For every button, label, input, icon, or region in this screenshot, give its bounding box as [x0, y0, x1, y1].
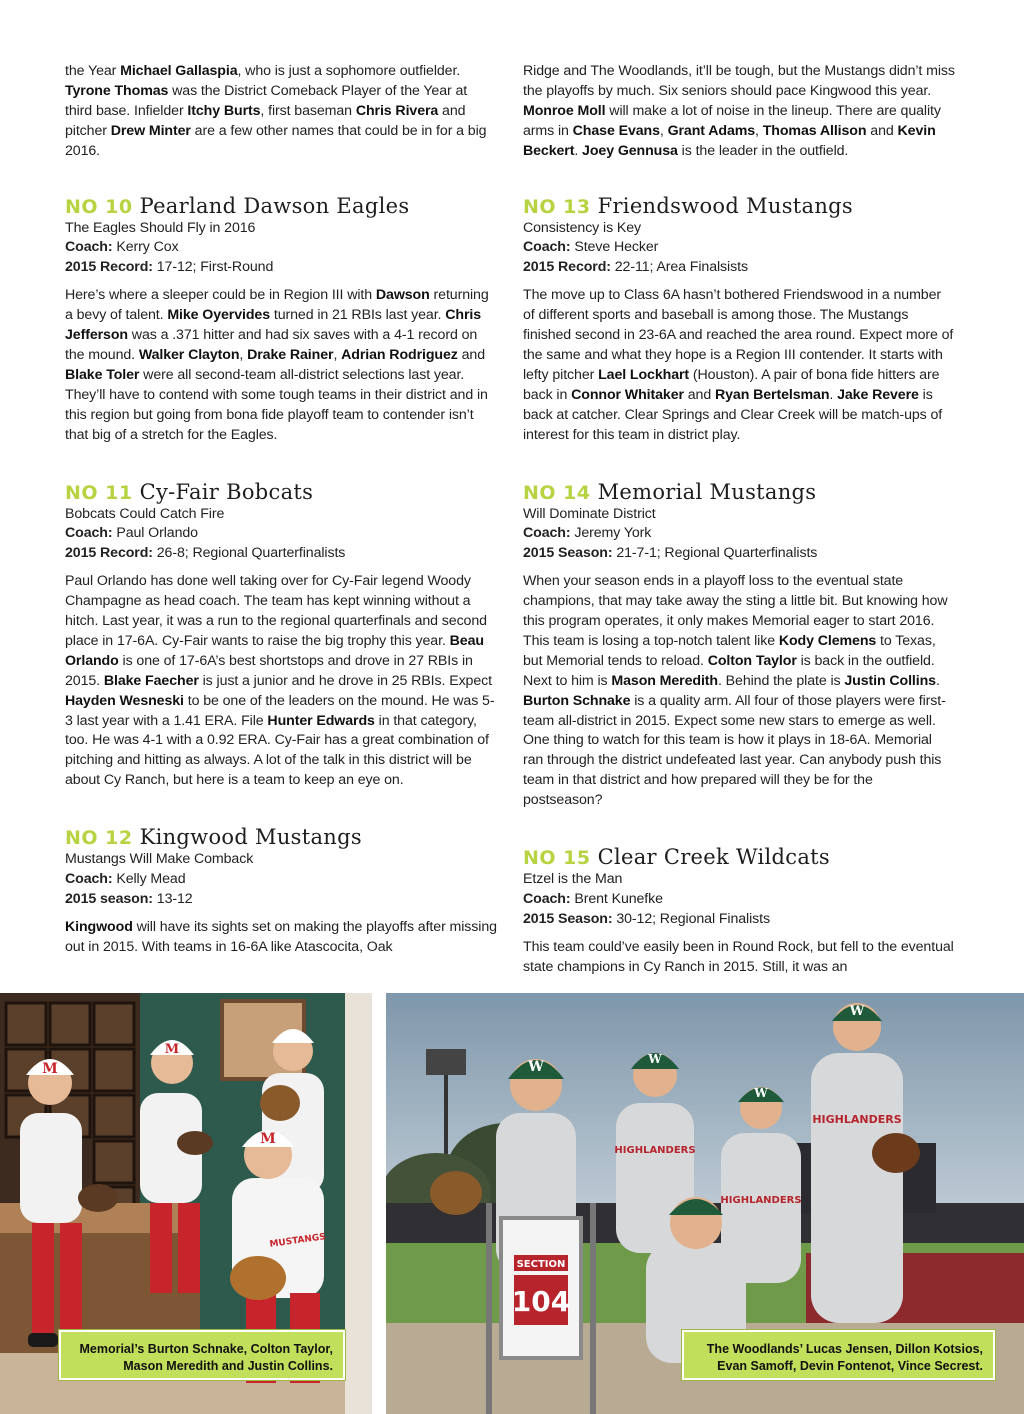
team-record: [523, 544, 955, 564]
cap-logo: W: [849, 1004, 865, 1019]
team-body: [65, 572, 497, 791]
text-run: .: [935, 672, 940, 689]
text-run: , who is just a sophomore outfielder.: [237, 63, 461, 79]
player-name: Grant Adams: [667, 122, 756, 139]
player-name: Chris Jefferson: [65, 307, 482, 344]
team-rank: NO 15: [523, 847, 591, 870]
record-label: 2015 season:: [65, 891, 153, 907]
team-coach: [65, 524, 497, 544]
record-label: 2015 Record:: [65, 545, 153, 562]
cap-logo: W: [648, 1052, 662, 1066]
text-run: is back in the outfield. Next to him is: [523, 652, 935, 689]
player-name: Kody Clemens: [778, 632, 877, 649]
team-section: [523, 480, 955, 812]
player-name: Thomas Allison: [762, 122, 867, 139]
team-coach: [65, 238, 497, 258]
text-run: will have its sights set on making the playoffs after missing out in 2015. With teams in 16-6A like Atascocita, Oak: [65, 918, 497, 955]
player-name: Connor Whitaker: [571, 386, 684, 403]
cap-logo: W: [754, 1086, 768, 1100]
section-sign-number: 104: [511, 1285, 571, 1318]
coach-label: Coach:: [523, 891, 571, 907]
team-heading: [65, 480, 497, 505]
text-run: is back at catcher. Clear Springs and Clear Creek will be match-ups of interest for this team in district play.: [523, 386, 943, 443]
team-section: [523, 845, 955, 978]
text-run: to be one of the leaders on the mound. He was 5-3 last year with a 1.41 ERA. File: [65, 692, 495, 729]
text-run: The move up to Class 6A hasn’t bothered Friendswood in a number of different sports and baseball is among those. The Mustangs finished second in 23-6A and reached the area round. Expect more of the same and what they hope is a Region III contender. It starts with lefty pitcher: [523, 287, 954, 383]
caption-line: Mason Meredith and Justin Collins.: [123, 1359, 333, 1373]
team-record: [65, 890, 497, 910]
team-rank: NO 12: [65, 827, 133, 850]
right-intro-paragraph: [523, 62, 955, 162]
jersey-lettering: HIGHLANDERS: [812, 1113, 902, 1126]
text-run: and: [457, 346, 485, 363]
text-run: will make a lot of noise in the lineup. There are quality arms in: [523, 102, 941, 139]
team-tagline: Bobcats Could Catch Fire: [65, 505, 225, 522]
player-name: Michael Gallaspia: [120, 63, 238, 79]
text-run: (Houston). A pair of bona fide hitters are back in: [523, 366, 940, 403]
player-name: Drake Rainer: [247, 346, 334, 363]
cap-logo: M: [42, 1061, 58, 1077]
text-run: are a few other names that could be in for a big 2016.: [65, 122, 487, 159]
record-label: 2015 Record:: [65, 259, 153, 276]
player-name: Beau Orlando: [65, 632, 484, 669]
team-rank: NO 10: [65, 195, 133, 218]
coach-label: Coach:: [523, 525, 571, 542]
player-name: Chris Rivera: [355, 102, 439, 119]
record-value: 21-7-1; Regional Quarterfinalists: [612, 545, 818, 562]
player-name: Adrian Rodriguez: [341, 346, 458, 363]
cap-logo: M: [260, 1131, 276, 1147]
team-rank: NO 13: [523, 195, 591, 218]
player-name: Mason Meredith: [611, 672, 718, 689]
team-body: [523, 286, 955, 445]
team-name: Pearland Dawson Eagles: [139, 193, 410, 218]
team-body: [523, 572, 955, 811]
text-run: turned in 21 RBIs last year.: [270, 307, 446, 324]
right-sections: [523, 194, 955, 978]
team-body: [65, 918, 497, 958]
team-coach: [523, 890, 955, 910]
coach-label: Coach:: [65, 239, 113, 256]
text-run: is just a junior and he drove in 25 RBIs. Expect: [198, 672, 492, 689]
text-run: ,: [239, 346, 248, 363]
team-body: [523, 938, 955, 978]
team-heading: [523, 194, 955, 219]
team-section: [65, 194, 497, 446]
text-run: returning a bevy of talent.: [65, 287, 489, 324]
player-name: Colton Taylor: [707, 652, 797, 669]
team-heading: [523, 480, 955, 505]
record-label: 2015 Season:: [523, 545, 613, 562]
text-run: Paul Orlando has done well taking over for Cy-Fair legend Woody Champagne as head coach. The team has kept winning without a hitch. Last year, it was a run to the regional quarterfinals and second place in 17-6A. Cy-Fair wants to raise the big trophy this year.: [65, 573, 487, 649]
team-coach: [523, 524, 955, 544]
player-name: Kevin Beckert: [523, 122, 936, 159]
player-name: Walker Clayton: [138, 346, 240, 363]
team-rank: NO 11: [65, 481, 133, 504]
team-tagline: The Eagles Should Fly in 2016: [65, 219, 256, 236]
woodlands-photo-caption: [682, 1330, 995, 1380]
team-section: [523, 194, 955, 446]
team-record: [523, 258, 955, 278]
text-run: is one of 17-6A’s best shortstops and drove in 27 RBIs in 2015.: [65, 652, 473, 689]
text-run: were all second-team all-district selections last year. They’ll have to contend with some tough teams in their district and in this region but going from bona fide playoff team to contender isn’t that big of a stretch for the Eagles.: [65, 366, 488, 443]
text-run: .: [829, 386, 838, 403]
jersey-lettering: MUSTANGS: [269, 1232, 327, 1250]
coach-name: Steve Hecker: [570, 239, 659, 256]
coach-label: Coach:: [523, 239, 571, 256]
cap-logo: M: [164, 1042, 180, 1057]
player-name: Jake Revere: [837, 386, 919, 403]
record-label: 2015 Season:: [523, 910, 613, 927]
text-run: , first baseman: [260, 102, 356, 119]
caption-line: The Woodlands’ Lucas Jensen, Dillon Kotsios,: [706, 1342, 983, 1356]
team-heading: [65, 194, 497, 219]
player-name: Drew Minter: [110, 122, 191, 139]
text-run: . Behind the plate is: [717, 672, 845, 689]
text-run: was the District Comeback Player of the Year at third base. Infielder: [65, 82, 468, 119]
left-sections: [65, 194, 497, 958]
jersey-lettering: HIGHLANDERS: [720, 1195, 802, 1206]
player-name: Joey Gennusa: [582, 142, 678, 159]
record-value: 17-12; First-Round: [152, 259, 274, 276]
team-coach: [65, 870, 497, 890]
team-tagline: Mustangs Will Make Comback: [65, 851, 254, 868]
text-run: and pitcher: [65, 102, 466, 139]
record-value: 22-11; Area Finalsists: [610, 259, 748, 276]
team-name: Memorial Mustangs: [597, 479, 817, 504]
player-name: Tyrone Thomas: [65, 82, 169, 99]
coach-name: Jeremy York: [570, 525, 652, 542]
team-tagline: Etzel is the Man: [523, 871, 623, 888]
player-name: Chase Evans: [572, 122, 660, 139]
text-run: .: [574, 142, 583, 159]
text-run: ,: [755, 122, 763, 139]
text-run: ,: [659, 122, 668, 139]
team-section: [65, 825, 497, 958]
coach-label: Coach:: [65, 871, 113, 888]
right-column: [523, 62, 955, 1012]
team-record: [65, 544, 497, 564]
player-name: Dawson: [375, 287, 430, 304]
record-value: 26-8; Regional Quarterfinalists: [152, 545, 346, 562]
player-name: Kingwood: [65, 918, 133, 935]
team-record: [65, 258, 497, 278]
coach-label: Coach:: [65, 525, 113, 542]
team-tagline: Consistency is Key: [523, 219, 642, 236]
text-run: When your season ends in a playoff loss to the eventual state champions, that may take away the sting a little bit. But knowing how this program operates, it only makes Memorial eager to start 2016. This team is losing a top-notch talent like: [523, 573, 948, 649]
text-run: and: [866, 122, 898, 139]
player-name: Lael Lockhart: [598, 366, 690, 383]
text-run: in that category, too. He was 4-1 with a 0.92 ERA. Cy-Fair has a great combination of pitching and hitting as always. A lot of the talk in this district will be about Cy Ranch, but here is a team to keep an eye on.: [65, 712, 489, 789]
text-run: Ridge and The Woodlands, it’ll be tough, but the Mustangs didn’t miss the playoffs by much. Six seniors should pace Kingwood this year.: [523, 63, 955, 99]
team-name: Clear Creek Wildcats: [597, 845, 830, 870]
coach-name: Kerry Cox: [112, 239, 179, 256]
cap-logo: W: [528, 1059, 544, 1075]
team-name: Kingwood Mustangs: [139, 825, 362, 850]
text-run: the Year: [65, 63, 121, 79]
text-run: to Texas, but Memorial tends to reload.: [523, 632, 936, 669]
player-name: Blake Faecher: [103, 672, 199, 689]
caption-line: Evan Samoff, Devin Fontenot, Vince Secrest.: [717, 1359, 983, 1373]
player-name: Ryan Bertelsman: [714, 386, 830, 403]
player-name: Justin Collins: [844, 672, 936, 689]
player-name: Hayden Wesneski: [65, 692, 184, 709]
record-label: 2015 Record:: [523, 259, 611, 276]
team-name: Cy-Fair Bobcats: [139, 479, 314, 504]
coach-name: Paul Orlando: [112, 525, 198, 542]
memorial-photo-caption: [59, 1330, 345, 1380]
text-run: and: [683, 386, 715, 403]
record-value: 13-12: [152, 891, 193, 907]
section-sign-label: SECTION: [516, 1259, 566, 1270]
text-run: is the leader in the outfield.: [677, 142, 849, 159]
coach-name: Brent Kunefke: [570, 891, 663, 907]
left-intro-paragraph: [65, 62, 497, 162]
text-run: Here’s where a sleeper could be in Region III with: [65, 287, 376, 304]
team-tagline: Will Dominate District: [523, 505, 656, 522]
text-run: was a .371 hitter and had six saves with a 4-1 record on the mound.: [65, 327, 478, 363]
team-name: Friendswood Mustangs: [597, 193, 853, 218]
caption-line: Memorial’s Burton Schnake, Colton Taylor,: [79, 1342, 333, 1356]
player-name: Itchy Burts: [187, 102, 261, 119]
coach-name: Kelly Mead: [112, 871, 186, 888]
team-section: [65, 480, 497, 792]
team-record: [523, 910, 955, 930]
player-name: Mike Oyervides: [167, 307, 271, 324]
player-name: Monroe Moll: [523, 102, 606, 119]
record-value: 30-12; Regional Finalists: [612, 910, 770, 927]
left-column: [65, 62, 497, 992]
text-run: This team could’ve easily been in Round Rock, but fell to the eventual state champions in Cy Ranch in 2015. Still, it was an: [523, 938, 954, 975]
text-run: ,: [333, 346, 342, 363]
player-name: Blake Toler: [65, 366, 140, 383]
team-coach: [523, 238, 955, 258]
player-name: Hunter Edwards: [267, 712, 375, 729]
jersey-lettering: HIGHLANDERS: [614, 1145, 696, 1156]
team-body: [65, 286, 497, 445]
team-heading: [523, 845, 955, 870]
text-run: is a quality arm. All four of those players were first-team all-district in 2015. Expect some new stars to emerge as well. One thing to watch for this team is how it plays in 18-6A. Memorial ran through the district undefeated last year. Can anybody push this team in that district and how prepared will they be for the postseason?: [523, 692, 946, 809]
team-rank: NO 14: [523, 481, 591, 504]
player-name: Burton Schnake: [523, 692, 631, 709]
team-heading: [65, 825, 497, 850]
